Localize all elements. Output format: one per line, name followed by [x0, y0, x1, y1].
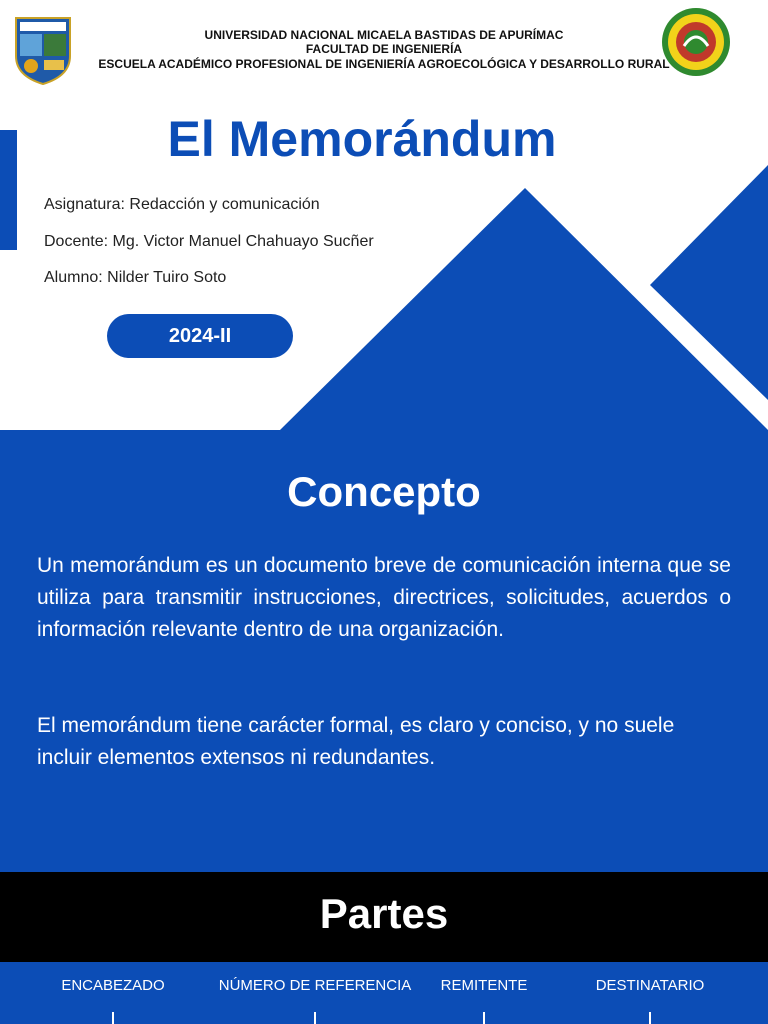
- part-item-remitente: REMITENTE: [440, 977, 528, 994]
- subject-line: Asignatura: Redacción y comunicación: [44, 196, 320, 213]
- part-connector-line: [112, 1012, 114, 1024]
- faculty-name: FACULTAD DE INGENIERÍA: [305, 42, 463, 56]
- student-line: Alumno: Nilder Tuiro Soto: [44, 269, 227, 286]
- concept-paragraph-2: El memorándum tiene carácter formal, es claro y conciso, y no suele incluir elementos extensos ni redundantes.: [37, 714, 675, 769]
- concept-heading: Concepto: [287, 468, 481, 515]
- faculty-seal-logo: [660, 6, 732, 78]
- university-name: UNIVERSIDAD NACIONAL MICAELA BASTIDAS DE APURÍMAC: [204, 28, 564, 42]
- part-connector-line: [314, 1012, 316, 1024]
- school-name: ESCUELA ACADÉMICO PROFESIONAL DE INGENIERÍA AGROECOLÓGICA Y DESARROLLO RURAL: [98, 57, 670, 71]
- teacher-line: Docente: Mg. Victor Manuel Chahuayo Sucñer: [44, 233, 374, 250]
- part-item-encabezado: ENCABEZADO: [61, 977, 165, 994]
- part-connector-line: [649, 1012, 651, 1024]
- part-item-numero-referencia: NÚMERO DE REFERENCIA: [218, 977, 412, 994]
- institution-header: [0, 0, 768, 100]
- university-shield-logo: [14, 16, 72, 86]
- period-badge: 2024-II: [107, 314, 293, 358]
- part-connector-line: [483, 1012, 485, 1024]
- document-title: El Memorándum: [167, 111, 557, 167]
- concept-paragraph-1: Un memorándum es un documento breve de comunicación interna que se utiliza para transmitir instrucciones, directrices, solicitudes, acuerdos o información relevante dentro de una organización.: [37, 554, 731, 641]
- part-item-destinatario: DESTINATARIO: [595, 977, 705, 994]
- parts-heading: Partes: [319, 890, 449, 937]
